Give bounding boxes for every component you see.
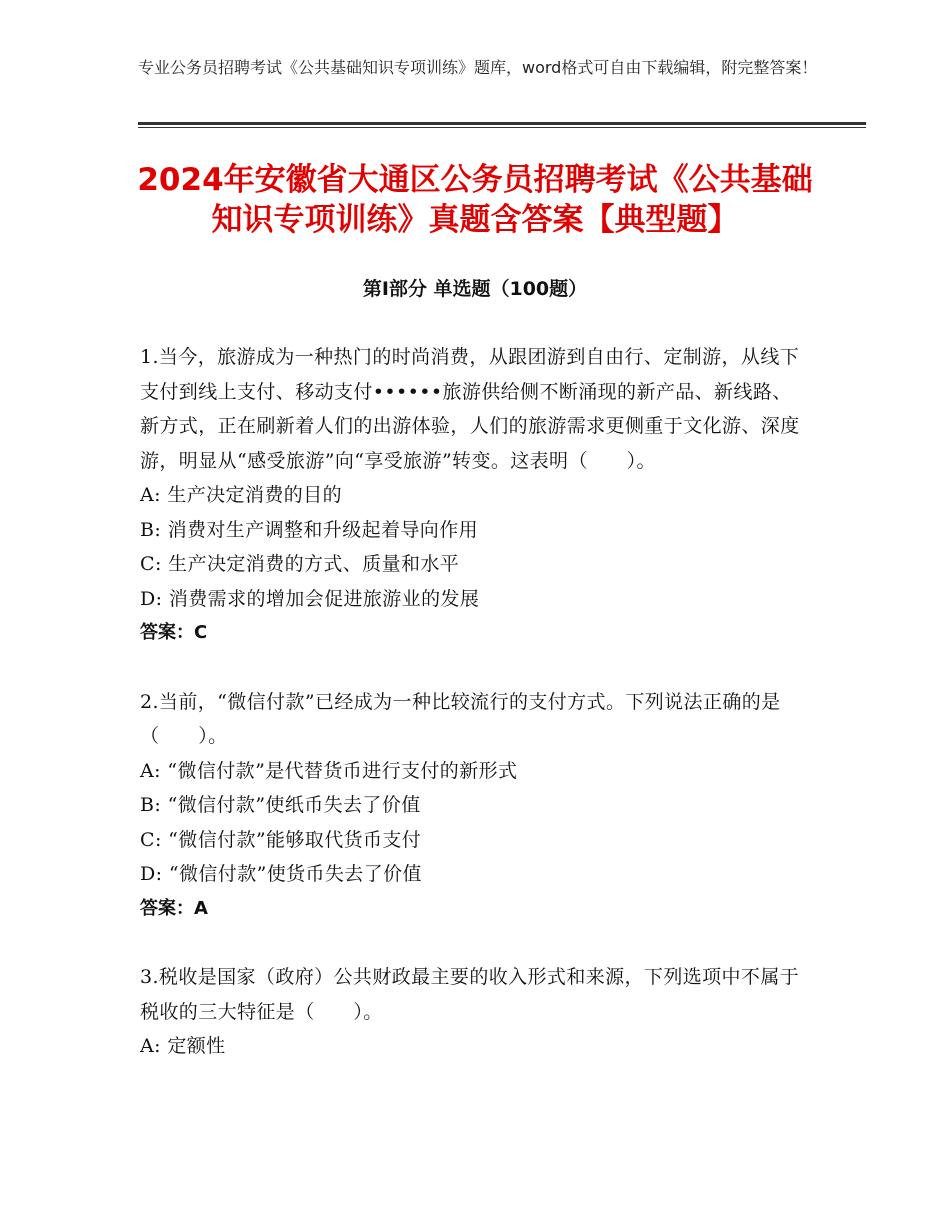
option-a: A: “微信付款”是代替货币进行支付的新形式: [140, 759, 518, 782]
option-b: B: “微信付款”使纸币失去了价值: [140, 794, 421, 816]
header-note: 专业公务员招聘考试《公共基础知识专项训练》题库，word格式可自由下载编辑，附完整答案！: [138, 58, 818, 77]
option-c: C: 生产决定消费的方式、质量和水平: [140, 553, 460, 575]
option-a: A: 生产决定消费的目的: [140, 484, 342, 506]
header-rule-thin: [138, 127, 866, 128]
question-3: [140, 960, 800, 1064]
option-d: D: “微信付款”使货币失去了价值: [140, 863, 422, 885]
question-stem: 3.税收是国家（政府）公共财政最主要的收入形式和来源，下列选项中不属于税收的三大特征是（ ）。: [140, 966, 800, 1023]
question-stem: 1.当今，旅游成为一种热门的时尚消费，从跟团游到自由行、定制游，从线下支付到线上支付、移动支付••••••旅游供给侧不断涌现的新产品、新线路、新方式，正在刷新着人们的出游体验，人们的旅游需求更侧重于文化游、深度游，明显从“感受旅游”向“享受旅游”转变。这表明（ ）。: [140, 346, 800, 472]
option-d: D: 消费需求的增加会促进旅游业的发展: [140, 587, 480, 610]
question-stem: 2.当前，“微信付款”已经成为一种比较流行的支付方式。下列说法正确的是（ ）。: [140, 690, 781, 747]
section-title: 第Ⅰ部分 单选题（100题）: [362, 278, 588, 300]
option-b: B: 消费对生产调整和升级起着导向作用: [140, 518, 479, 541]
question-list: [140, 340, 800, 1098]
question-1: [140, 340, 800, 651]
answer-line: 答案：C: [140, 622, 208, 643]
question-2: [140, 685, 800, 927]
header-rule-thick: [138, 122, 866, 125]
option-a: A: 定额性: [140, 1035, 226, 1057]
document-title: 2024年安徽省大通区公务员招聘考试《公共基础知识专项训练》真题含答案【典型题】: [137, 162, 813, 238]
answer-line: 答案：A: [140, 897, 208, 919]
option-c: C: “微信付款”能够取代货币支付: [140, 828, 422, 851]
